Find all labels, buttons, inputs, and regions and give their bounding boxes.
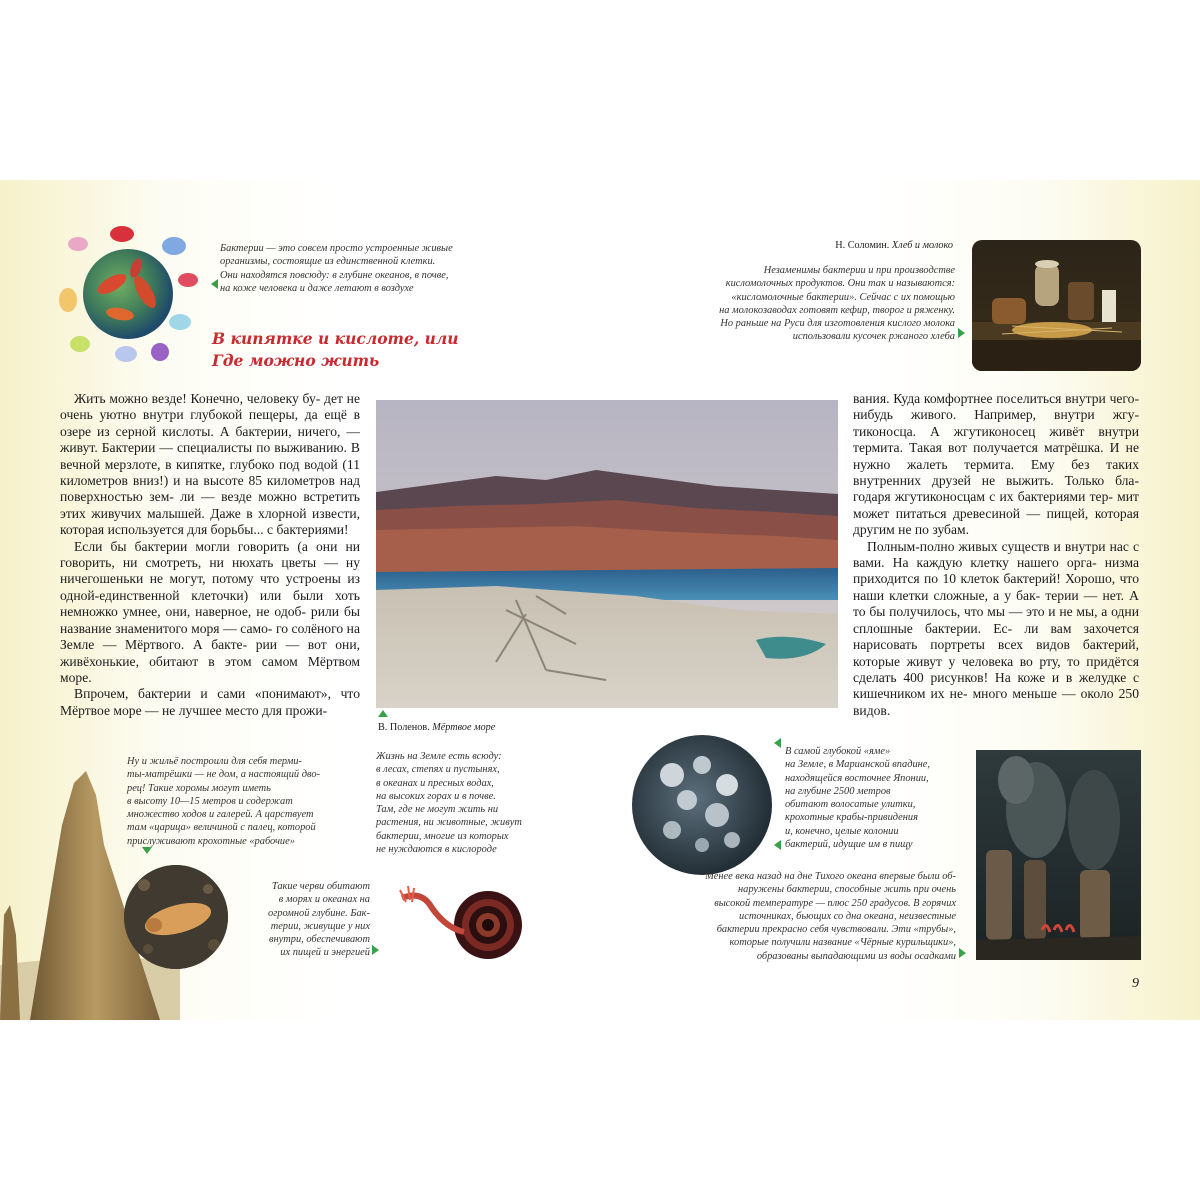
text-line: Если бы бактерии могли говорить (а они ни bbox=[74, 538, 360, 554]
text-line: по выживанию. В вечной мерзлоте, в кипятке, bbox=[60, 440, 360, 472]
polenov-painting-title bbox=[378, 722, 578, 733]
caption-line: на коже человека и даже летают в воздухе bbox=[220, 282, 414, 294]
paragraph bbox=[60, 539, 360, 687]
text-line: ничегошеньки не могут, потому что устроены bbox=[60, 571, 341, 587]
caption-line: Такие черви обитают bbox=[271, 881, 370, 892]
caption-line: прислуживают крохотные «рабочие» bbox=[127, 835, 295, 847]
caption-line: использовали кусочек ржаного хлеба bbox=[792, 331, 955, 343]
caption-line: крохотные крабы-привидения bbox=[785, 812, 918, 824]
termite-closeup-photo bbox=[124, 865, 228, 969]
pointer-right-icon bbox=[372, 945, 379, 955]
caption-line: высокой температуре — плюс 250 градусов. В горячих bbox=[714, 897, 956, 909]
caption-line: на Земле, в Марианской впадине, bbox=[785, 759, 931, 771]
text-line: терии — нет. А то бы получилось, что мы — bbox=[853, 587, 1139, 620]
tube-worm-image bbox=[392, 880, 532, 970]
pointer-left-icon bbox=[211, 279, 218, 289]
caption-line: организмы, состоящие из единственной клетки. bbox=[220, 256, 436, 268]
caption-line: на глубине 2500 метров bbox=[785, 785, 891, 797]
paragraph bbox=[853, 539, 1139, 719]
text-line: тиконосца. А жгутиконосец живёт внутри bbox=[853, 423, 1139, 439]
text-line: из одной-единственной клеточки) или были bbox=[60, 571, 360, 603]
black-smokers-photo bbox=[976, 750, 1141, 960]
mariana-trench-photo bbox=[632, 735, 772, 875]
bacteria-illustration bbox=[50, 222, 210, 367]
text-line: термита. Такая вот получается матрёшка. bbox=[853, 440, 1104, 456]
caption-line: Там, где не могут жить ни bbox=[376, 804, 499, 816]
caption-line: бактерии прекрасно себя чувствовали. Эти «трубы», bbox=[716, 924, 956, 936]
pointer-right-icon bbox=[959, 948, 966, 958]
caption-line: в морях и океанах на bbox=[278, 894, 370, 906]
caption-line: Менее века назад на дне Тихого океана впервые были об- bbox=[705, 871, 956, 882]
caption-line: там «царица» величиной с палец, которой bbox=[127, 822, 316, 834]
caption-line: в высоту 10—15 метров и содержат bbox=[127, 795, 293, 807]
body-text-left bbox=[60, 391, 360, 719]
paragraph bbox=[60, 686, 360, 719]
text-line: нас с вами. На каждую клетку нашего орга- bbox=[853, 538, 1139, 571]
bread-and-milk-painting bbox=[972, 240, 1141, 371]
caption-line: Незаменимы бактерии и при производстве bbox=[763, 265, 955, 276]
caption-line: их пищей и энергией bbox=[280, 947, 370, 959]
caption-line: огромной глубине. Бак- bbox=[268, 907, 370, 919]
mariana-caption bbox=[785, 745, 965, 851]
text-line: дет не очень уютно внутри глубокой пещеры, bbox=[60, 391, 360, 423]
text-line: хоть немножко умнее, они, наверное, не одоб- bbox=[60, 587, 360, 620]
polenov-title: Мёртвое море bbox=[432, 722, 496, 733]
caption-line: на молокозаводах готовят кефир, творог и ряженку. bbox=[719, 304, 955, 316]
text-line: во рту, то придётся сделать 400 рисунков! bbox=[853, 653, 1139, 685]
text-line: низма приходится по 10 клеток бактерий! bbox=[853, 555, 1139, 587]
caption-line: Жизнь на Земле есть всюду: bbox=[376, 751, 502, 762]
text-line: вания. Куда комфортнее поселиться внутри bbox=[853, 391, 1106, 406]
caption-line: на высоких горах и в почве. bbox=[376, 790, 496, 802]
page-number: 9 bbox=[1132, 976, 1139, 991]
caption-line: В самой глубокой «яме» bbox=[785, 746, 891, 757]
pointer-down-icon bbox=[142, 847, 152, 854]
termite-caption bbox=[127, 755, 357, 848]
text-line: малышей. Даже в хлорной извести, которая bbox=[60, 505, 361, 538]
caption-line: в лесах, степях и пустынях, bbox=[376, 764, 500, 776]
pointer-left-icon bbox=[774, 738, 781, 748]
text-line: видов бактерий, которые живут у человека bbox=[853, 637, 1139, 669]
text-line: это и не мы, а одни сплошные бактерии. Ес- bbox=[853, 604, 1139, 636]
paragraph bbox=[853, 391, 1139, 539]
text-line: Мёртвое море — не лучшее место для прожи- bbox=[60, 702, 328, 718]
caption-line: Бактерии — это совсем просто устроенные живые bbox=[220, 243, 453, 254]
text-line: говорить, ни смотреть, ни нюхать цветы — ну bbox=[60, 555, 360, 571]
caption-line: находящейся восточнее Японии, bbox=[785, 772, 929, 784]
text-line: внутренних друзей не выжить. Только бла- bbox=[853, 473, 1139, 489]
caption-line: бактерии, многие из которых bbox=[376, 830, 509, 842]
text-line: рили бы название знаменитого моря — само- bbox=[60, 604, 360, 636]
solomin-author: Н. Соломин. bbox=[835, 240, 890, 251]
solomin-painting-title bbox=[700, 240, 953, 251]
caption-line: источниках, бьющих со дна океана, неизвестные bbox=[739, 910, 956, 922]
caption-line: не нуждаются в кислороде bbox=[376, 844, 497, 856]
caption-line: в океанах и пресных водах, bbox=[376, 777, 494, 789]
text-line: которая другим не по зубам. bbox=[853, 505, 1139, 538]
text-line: используется для борьбы... с бактериями! bbox=[107, 522, 349, 538]
text-line: да ещё в озере из серной кислоты. А бактерии, bbox=[60, 407, 360, 439]
worm-caption bbox=[240, 880, 370, 960]
section-title-line-1: В кипятке и кислоте, или bbox=[212, 329, 459, 348]
text-line: чего-нибудь живого. Например, внутри жгу- bbox=[853, 391, 1139, 423]
solomin-caption bbox=[640, 264, 955, 344]
book-spread bbox=[0, 180, 1200, 1020]
caption-line: Но раньше на Руси для изготовления кислого молока bbox=[720, 318, 955, 330]
solomin-title: Хлеб и молоко bbox=[891, 240, 953, 251]
caption-line: множество ходов и галерей. А царствует bbox=[127, 809, 314, 821]
caption-line: наружены бактерии, способные жить при очень bbox=[737, 884, 956, 896]
text-line: мит может питаться древесиной — пищей, bbox=[853, 489, 1139, 521]
caption-line: терии, живущие у них bbox=[270, 920, 370, 932]
text-line: го солёного на Земле — Мёртвого. А бакте- bbox=[60, 620, 360, 653]
dead-sea-painting bbox=[376, 400, 838, 708]
pointer-right-icon bbox=[958, 328, 965, 338]
bacteria-caption bbox=[220, 242, 510, 295]
text-line: ли — везде можно встретить этих живучих bbox=[60, 489, 360, 521]
text-line: Полным-полно живых существ и внутри bbox=[867, 538, 1106, 554]
caption-line: «кисломолочные бактерии». Сейчас с их помощью bbox=[731, 291, 955, 303]
text-line: много меньше — около 250 видов. bbox=[853, 686, 1139, 718]
text-line: Впрочем, бактерии и сами «понимают», что bbox=[74, 686, 360, 702]
caption-line: ты-матрёшки — не дом, а настоящий дво- bbox=[127, 769, 320, 781]
section-title bbox=[212, 328, 462, 372]
caption-line: которые получили название «Чёрные курильщики», bbox=[729, 937, 956, 949]
polenov-caption bbox=[376, 750, 576, 856]
caption-line: внутри, обеспечивают bbox=[268, 934, 370, 946]
paragraph bbox=[60, 391, 360, 539]
pointer-up-icon bbox=[378, 710, 388, 717]
caption-line: растения, ни животные, живут bbox=[376, 817, 522, 829]
text-line: самом Мёртвом море. bbox=[60, 653, 360, 685]
caption-line: обитают волосатые улитки, bbox=[785, 799, 916, 811]
caption-line: и, конечно, целые колонии bbox=[785, 825, 899, 837]
black-smokers-caption bbox=[620, 870, 956, 963]
section-title-line-2: Где можно жить bbox=[212, 351, 380, 370]
text-line: Жить можно везде! Конечно, человеку бу- bbox=[74, 391, 321, 406]
pointer-left-icon bbox=[774, 840, 781, 850]
caption-line: образованы выпадающими из воды осадками bbox=[756, 950, 956, 962]
caption-line: Они находятся повсюду: в глубине океанов, в почве, bbox=[220, 269, 449, 281]
text-line: Хорошо, что наши клетки сложные, а у бак- bbox=[853, 571, 1139, 603]
text-line: рии — вот они, живёхонькие, обитают в этом bbox=[60, 637, 360, 669]
caption-line: бактерий, идущие им в пищу bbox=[785, 839, 913, 851]
text-line: годаря жгутиконосцам с их бактериями тер- bbox=[853, 489, 1113, 505]
caption-line: кисломолочных продуктов. Они так и называются: bbox=[725, 278, 955, 290]
caption-line: рец! Такие хоромы могут иметь bbox=[127, 782, 271, 794]
polenov-author: В. Поленов. bbox=[378, 722, 430, 733]
text-line: И не нужно жалеть термита. Ему без таких bbox=[853, 440, 1139, 472]
text-line: ли вам захочется нарисовать портреты всех bbox=[853, 620, 1139, 653]
text-line: глубоко под водой (11 километров вниз!) и на bbox=[60, 456, 360, 489]
text-line: ничего, — живут. Бактерии — специалисты bbox=[60, 423, 360, 456]
text-line: На коже и в желудке с кишечником их не- bbox=[853, 669, 1140, 702]
caption-line: Ну и жильё построили для себя терми- bbox=[127, 756, 302, 767]
body-text-right bbox=[853, 391, 1139, 719]
text-line: высоте 85 километров над поверхностью зем- bbox=[60, 473, 360, 505]
